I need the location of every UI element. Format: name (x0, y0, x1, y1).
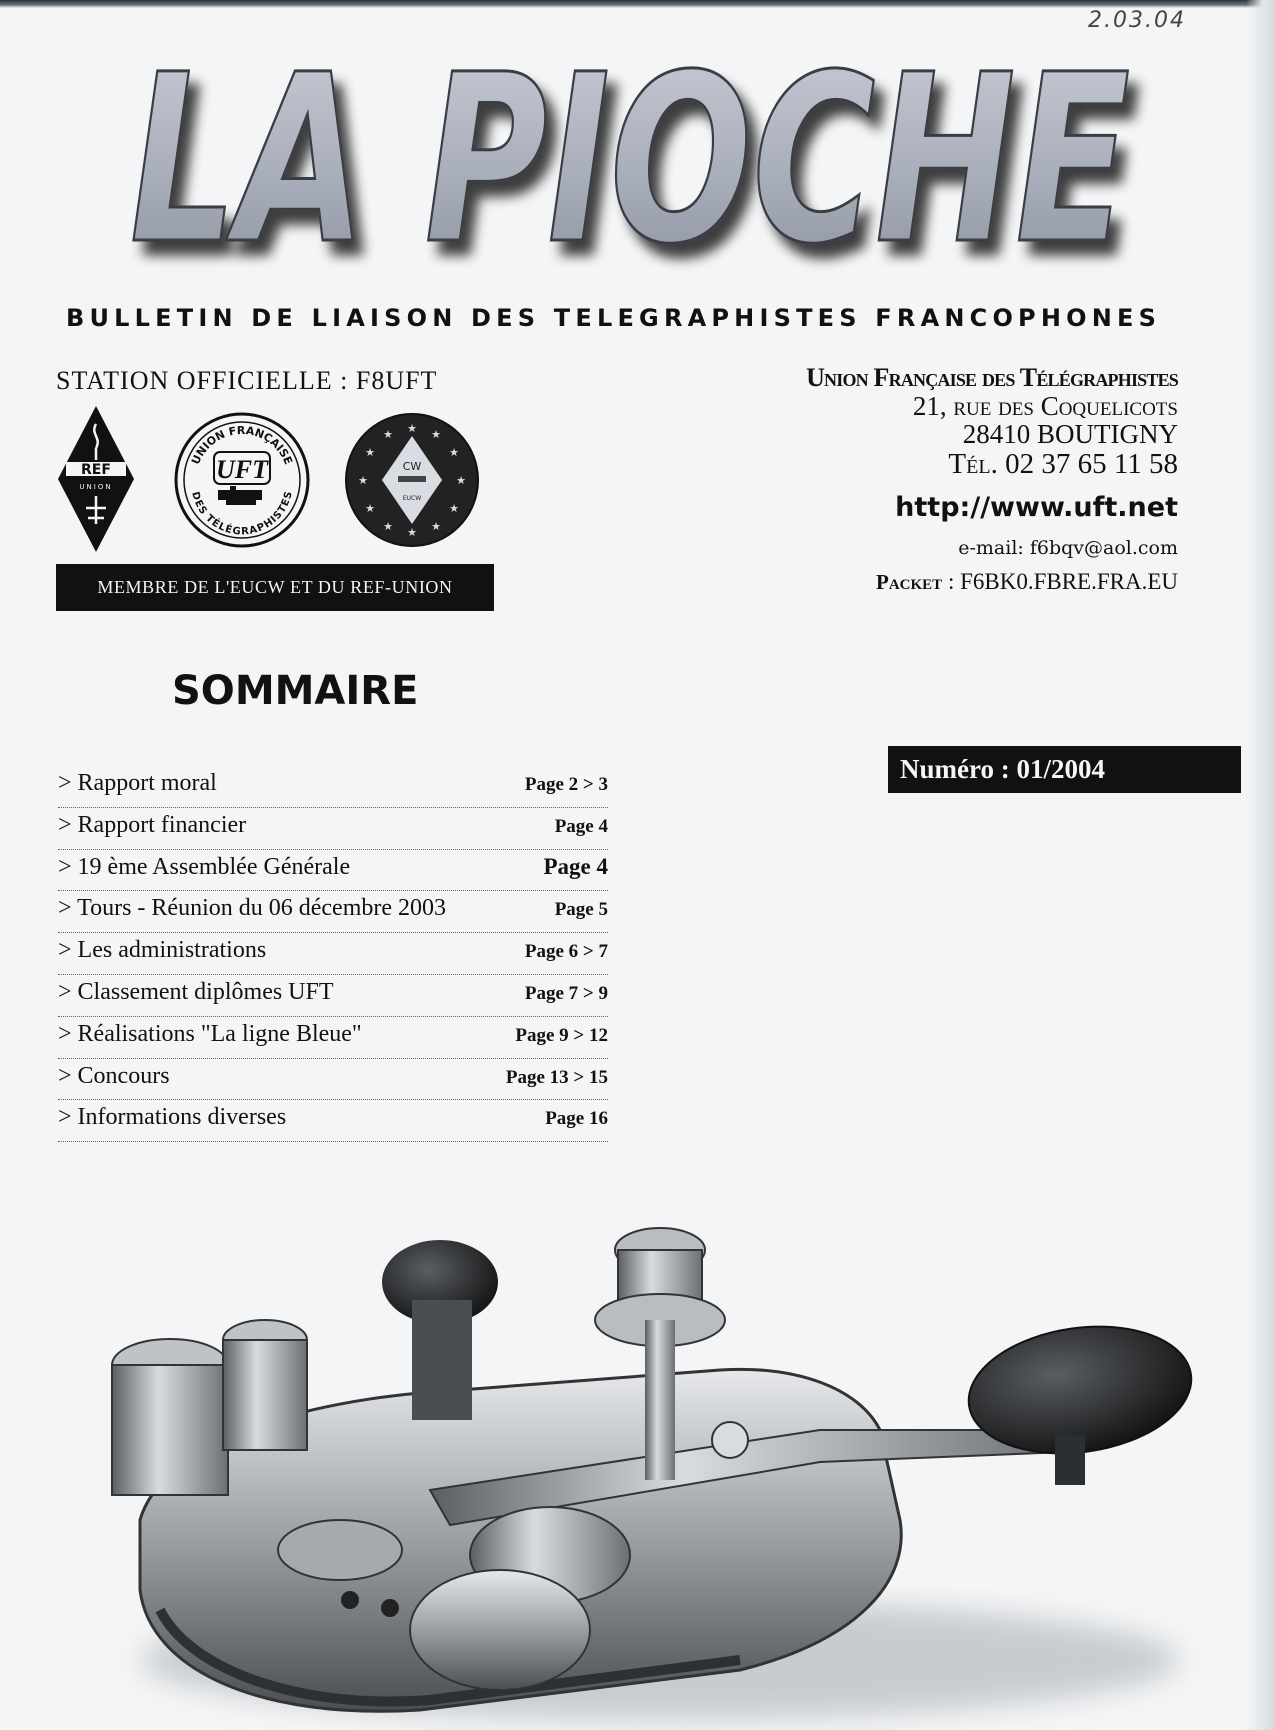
svg-text:★: ★ (365, 502, 375, 515)
toc-entry-page: Page 5 (554, 899, 608, 921)
svg-text:★: ★ (365, 446, 375, 459)
svg-text:★: ★ (449, 446, 459, 459)
packet-value: : F6BK0.FBRE.FRA.EU (942, 569, 1178, 595)
table-of-contents (58, 766, 608, 1142)
svg-text:★: ★ (383, 520, 393, 533)
eucw-cw-text: CW (402, 460, 422, 473)
uft-top-arc: UNION FRANÇAISE (189, 423, 295, 467)
svg-text:★: ★ (449, 502, 459, 515)
uft-seal-logo (174, 412, 310, 548)
telegraph-key-photo (100, 1190, 1210, 1730)
station-callsign: STATION OFFICIELLE : F8UFT (56, 366, 438, 395)
toc-entry-label: > Informations diverses (58, 1104, 287, 1131)
svg-text:★: ★ (407, 422, 417, 435)
toc-entry[interactable] (58, 808, 608, 850)
toc-entry[interactable] (58, 975, 608, 1017)
toc-entry[interactable] (58, 891, 608, 933)
toc-entry-label: > Les administrations (58, 937, 267, 964)
email-address[interactable]: e-mail: f6bqv@aol.com (958, 537, 1178, 560)
toc-entry-label: > Rapport moral (58, 770, 217, 796)
toc-entry-page: Page 4 (554, 815, 608, 837)
svg-text:★: ★ (383, 428, 393, 441)
handwritten-date: 2.03.04 (1088, 8, 1186, 33)
membership-band: MEMBRE DE L'EUCW ET DU REF-UNION (56, 564, 494, 611)
svg-text:★: ★ (456, 474, 466, 487)
packet-address (658, 570, 1178, 594)
toc-entry-label: > Réalisations "La ligne Bleue" (58, 1020, 362, 1047)
uft-bottom-arc: DES TÉLÉGRAPHISTES (189, 490, 295, 538)
website-link[interactable]: http://www.uft.net (895, 491, 1178, 523)
toc-entry[interactable] (58, 1017, 608, 1059)
toc-entry-label: > Classement diplômes UFT (58, 978, 334, 1005)
organization-name: Union Française des Télégraphistes (806, 363, 1178, 392)
toc-entry-label: > Rapport financier (58, 811, 247, 838)
svg-text:★: ★ (431, 520, 441, 533)
toc-entry-page: Page 4 (543, 853, 608, 879)
svg-text:★: ★ (407, 526, 417, 539)
association-logos (56, 404, 486, 554)
packet-label: Packet (876, 570, 943, 595)
ref-union-logo (56, 404, 136, 554)
masthead-title: LA PIOCHE (130, 25, 1130, 288)
masthead-logo (90, 18, 1190, 288)
ref-logo-text: REF (81, 462, 111, 478)
toc-entry-label: > Tours - Réunion du 06 décembre 2003 (58, 895, 447, 922)
toc-entry-page: Page 9 > 12 (515, 1024, 608, 1046)
toc-entry[interactable] (58, 933, 608, 975)
postal-city: 28410 BOUTIGNY (962, 419, 1178, 450)
toc-entry-page: Page 6 > 7 (524, 941, 608, 963)
bulletin-subtitle: BULLETIN DE LIAISON DES TELEGRAPHISTES FRANCOPHONES (66, 304, 1162, 332)
toc-entry-label: > 19 ème Assemblée Générale (58, 853, 351, 880)
toc-entry-page: Page 7 > 9 (524, 982, 608, 1004)
telephone: Tél. 02 37 65 11 58 (948, 447, 1178, 480)
uft-center-text: UFT (216, 455, 268, 484)
issue-number-badge: Numéro : 01/2004 (888, 746, 1241, 793)
svg-text:★: ★ (431, 428, 441, 441)
toc-entry[interactable] (58, 766, 608, 808)
eucw-bottom-text: EUCW (402, 495, 422, 502)
svg-text:★: ★ (358, 474, 368, 487)
toc-entry[interactable] (58, 1059, 608, 1101)
toc-entry-label: > Concours (58, 1062, 170, 1089)
eucw-logo (344, 412, 480, 548)
scan-right-edge (1246, 0, 1274, 1730)
toc-entry-page: Page 16 (545, 1108, 608, 1130)
toc-entry[interactable] (58, 1100, 608, 1142)
ref-logo-sub: UNION (79, 483, 113, 491)
toc-entry-page: Page 2 > 3 (524, 774, 608, 795)
sommaire-title: SOMMAIRE (172, 668, 419, 714)
contact-address (658, 364, 1178, 595)
scan-top-edge (0, 0, 1274, 8)
toc-entry-page: Page 13 > 15 (505, 1066, 608, 1088)
street-address: 21, rue des Coquelicots (912, 390, 1178, 421)
toc-entry[interactable] (58, 850, 608, 892)
